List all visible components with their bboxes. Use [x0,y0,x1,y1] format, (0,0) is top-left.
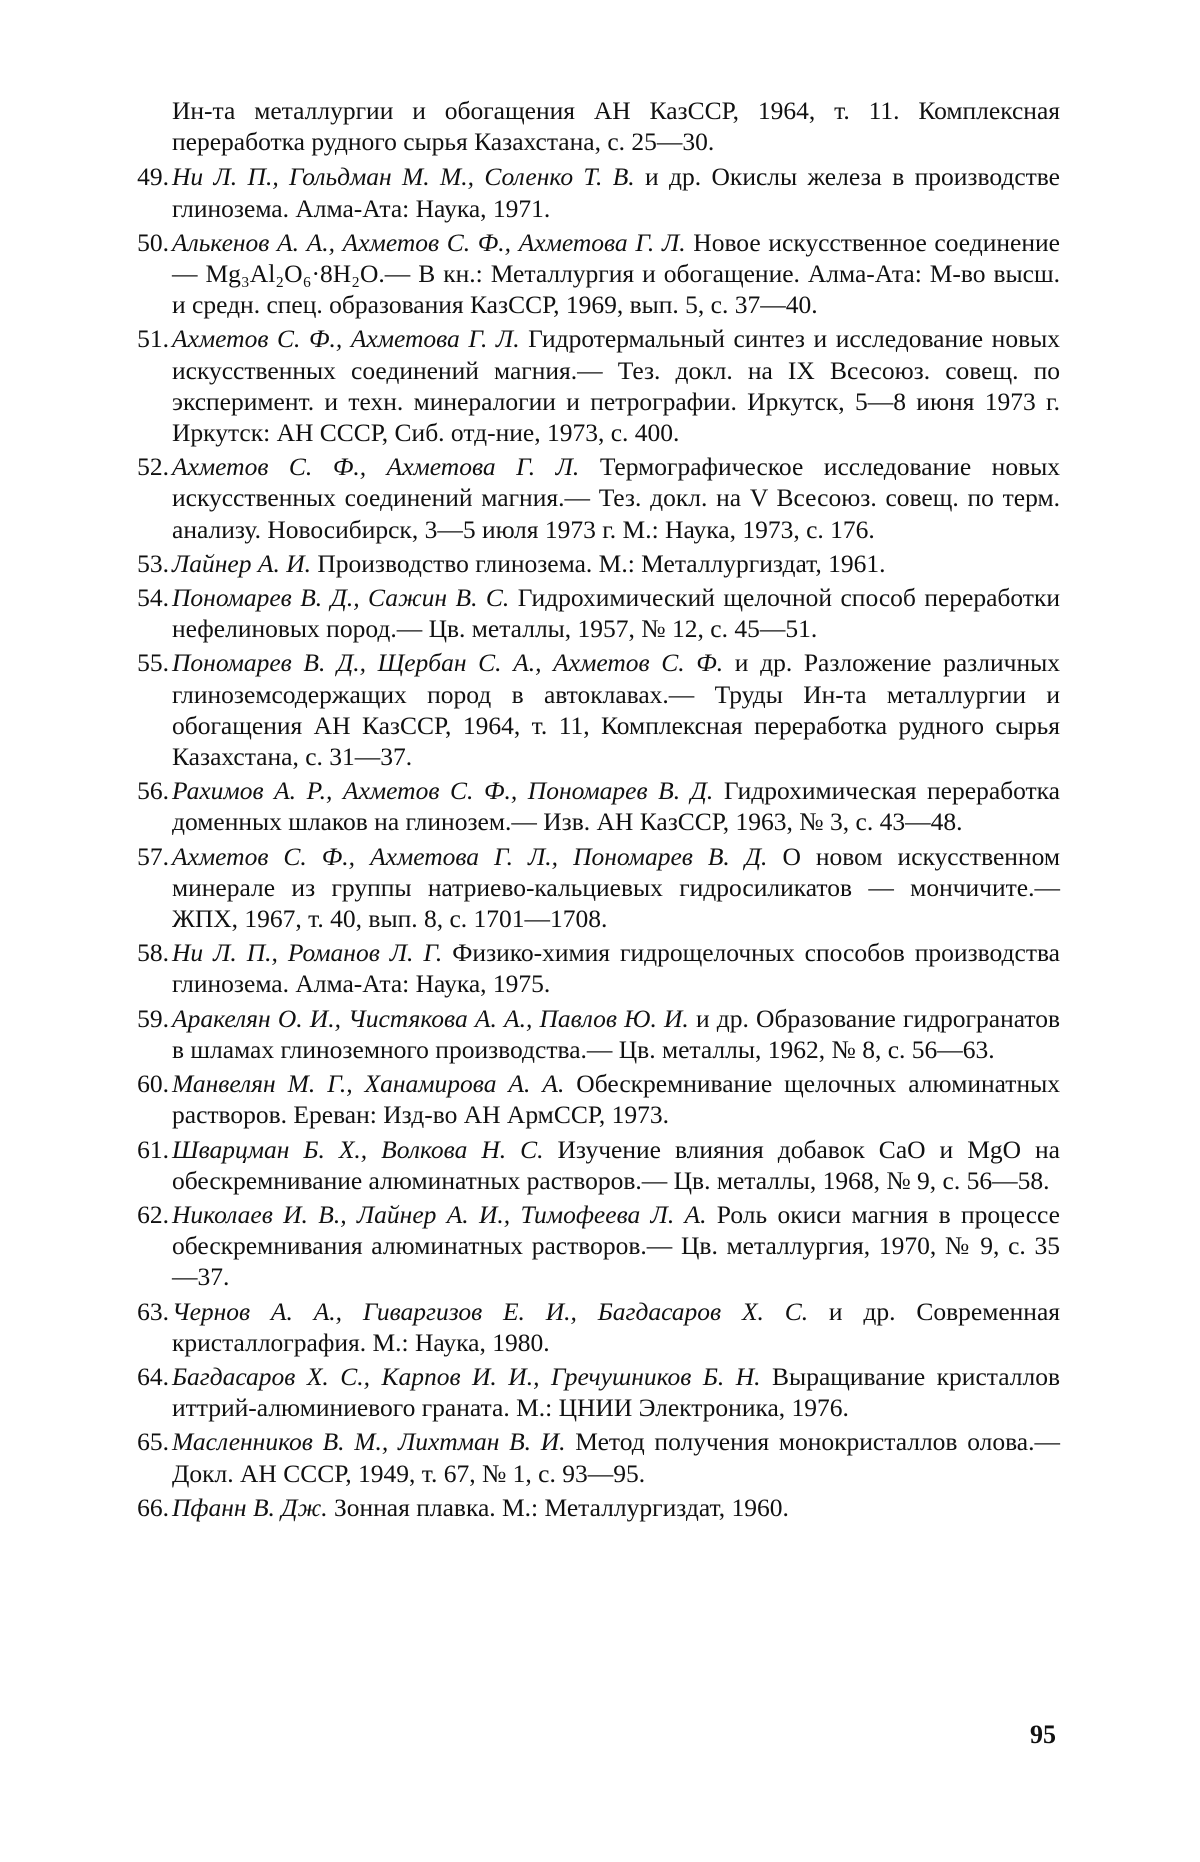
reference-authors: Пфанн В. Дж. [172,1493,328,1522]
reference-number: 60. [123,1068,169,1099]
reference-item [135,937,1060,999]
reference-text: и др. Образование гидрогранатов в шламах глиноземного производства.— Цв. металлы, 1962, № 8, с. 56—63. [172,1004,1060,1064]
reference-authors: Манвелян М. Г., Ханамирова А. А. [172,1069,564,1098]
reference-number: 61. [123,1134,169,1165]
reference-text: Обескремнивание щелочных алюминатных растворов. Ереван: Изд-во АН АрмССР, 1973. [172,1069,1060,1129]
reference-text: Зонная плавка. М.: Металлургиздат, 1960. [328,1493,789,1522]
reference-item [135,548,1060,579]
reference-authors: Ни Л. П., Романов Л. Г. [172,938,442,967]
reference-text: Гидротермальный синтез и исследование новых искусственных соединений магния.— Тез. докл. на IX Всесоюз. совещ. по эксперимент. и техн. минералогии и петрографии. Иркутск, 5—8 июня 1973 г. Иркутск: АН СССР, Сиб. отд-ние, 1973, с. 400. [172,324,1060,447]
reference-authors: Лайнер А. И. [172,549,311,578]
reference-authors: Николаев И. В., Лайнер А. И., Тимофеева Л. А. [172,1200,706,1229]
reference-authors: Пономарев В. Д., Щербан С. А., Ахметов С. Ф. [172,648,723,677]
reference-number: 62. [123,1199,169,1230]
reference-item [135,451,1060,545]
reference-number: 50. [123,227,169,258]
reference-item [135,1068,1060,1130]
reference-number: 53. [123,548,169,579]
reference-authors: Алькенов А. А., Ахметов С. Ф., Ахметова Г. Л. [172,228,686,257]
reference-number: 66. [123,1492,169,1523]
reference-authors: Масленников В. М., Лихтман В. И. [172,1427,566,1456]
reference-number: 58. [123,937,169,968]
reference-text: Выращивание кристаллов иттрий-алюминиевого граната. М.: ЦНИИ Электроника, 1976. [172,1362,1060,1422]
reference-text: Производство глинозема. М.: Металлургиздат, 1961. [311,549,886,578]
reference-item [135,647,1060,772]
reference-authors: Шварцман Б. Х., Волкова Н. С. [172,1135,544,1164]
reference-item [135,1426,1060,1488]
reference-text: и др. Разложение различных глиноземсодержащих пород в автоклавах.— Труды Ин-та металлургии и обогащения АН КазССР, 1964, т. 11, Комплексная переработка рудного сырья Казахстана, с. 31—37. [172,648,1060,771]
reference-text: Новое искусственное соединение — Mg₃Al₂O₆·8H₂O.— В кн.: Металлургия и обогащение. Алма-Ата: М-во высш. и средн. спец. образования КазССР, 1969, вып. 5, с. 37—40. [172,228,1060,319]
reference-number: 51. [123,323,169,354]
reference-number: 63. [123,1296,169,1327]
reference-continuation: Ин-та металлургии и обогащения АН КазССР, 1964, т. 11. Комплексная переработка рудного сырья Казахстана, с. 25—30. [135,95,1060,157]
reference-item [135,582,1060,644]
reference-item [135,161,1060,223]
reference-text: Физико-химия гидрощелочных способов производства глинозема. Алма-Ата: Наука, 1975. [172,938,1060,998]
reference-text: Роль окиси магния в процессе обескремнивания алюминатных растворов.— Цв. металлургия, 1970, № 9, с. 35—37. [172,1200,1060,1291]
reference-text: и др. Современная кристаллография. М.: Наука, 1980. [172,1297,1060,1357]
bibliography-page [135,95,1060,1526]
reference-text: Термографическое исследование новых искусственных соединений магния.— Тез. докл. на V Всесоюз. совещ. по терм. анализу. Новосибирск, 3—5 июля 1973 г. М.: Наука, 1973, с. 176. [172,452,1060,543]
reference-item [135,841,1060,935]
reference-item [135,1492,1060,1523]
reference-list [135,161,1060,1523]
reference-item [135,1296,1060,1358]
reference-item [135,1003,1060,1065]
reference-text: Гидрохимическая переработка доменных шлаков на глинозем.— Изв. АН КазССР, 1963, № 3, с. 43—48. [172,776,1060,836]
reference-authors: Ахметов С. Ф., Ахметова Г. Л. [172,452,579,481]
reference-number: 52. [123,451,169,482]
reference-authors: Чернов А. А., Гиваргизов Е. И., Багдасаров Х. С. [172,1297,808,1326]
reference-authors: Багдасаров Х. С., Карпов И. И., Гречушников Б. Н. [172,1362,761,1391]
reference-item [135,775,1060,837]
reference-authors: Аракелян О. И., Чистякова А. А., Павлов Ю. И. [172,1004,689,1033]
reference-number: 54. [123,582,169,613]
reference-number: 65. [123,1426,169,1457]
reference-text: О новом искусственном минерале из группы натриево-кальциевых гидросиликатов — мончичите.— ЖПХ, 1967, т. 40, вып. 8, с. 1701—1708. [172,842,1060,933]
reference-text: Гидрохимический щелочной способ переработки нефелиновых пород.— Цв. металлы, 1957, № 12, с. 45—51. [172,583,1060,643]
reference-authors: Рахимов А. Р., Ахметов С. Ф., Пономарев В. Д. [172,776,713,805]
reference-authors: Ахметов С. Ф., Ахметова Г. Л., Пономарев В. Д. [172,842,767,871]
reference-number: 56. [123,775,169,806]
reference-item [135,323,1060,448]
reference-text: Изучение влияния добавок CaO и MgO на обескремнивание алюминатных растворов.— Цв. металлы, 1968, № 9, с. 56—58. [172,1135,1060,1195]
reference-item [135,1134,1060,1196]
reference-item [135,1361,1060,1423]
reference-number: 57. [123,841,169,872]
reference-number: 64. [123,1361,169,1392]
reference-item [135,227,1060,321]
page-number: 95 [1030,1720,1056,1750]
reference-text: Метод получения монокристаллов олова.— Докл. АН СССР, 1949, т. 67, № 1, с. 93—95. [172,1427,1060,1487]
reference-text: и др. Окислы железа в производстве глинозема. Алма-Ата: Наука, 1971. [172,162,1060,222]
reference-number: 49. [123,161,169,192]
reference-item [135,1199,1060,1293]
reference-authors: Ахметов С. Ф., Ахметова Г. Л. [172,324,520,353]
reference-number: 59. [123,1003,169,1034]
reference-authors: Ни Л. П., Гольдман М. М., Соленко Т. В. [172,162,635,191]
reference-authors: Пономарев В. Д., Сажин В. С. [172,583,509,612]
reference-number: 55. [123,647,169,678]
